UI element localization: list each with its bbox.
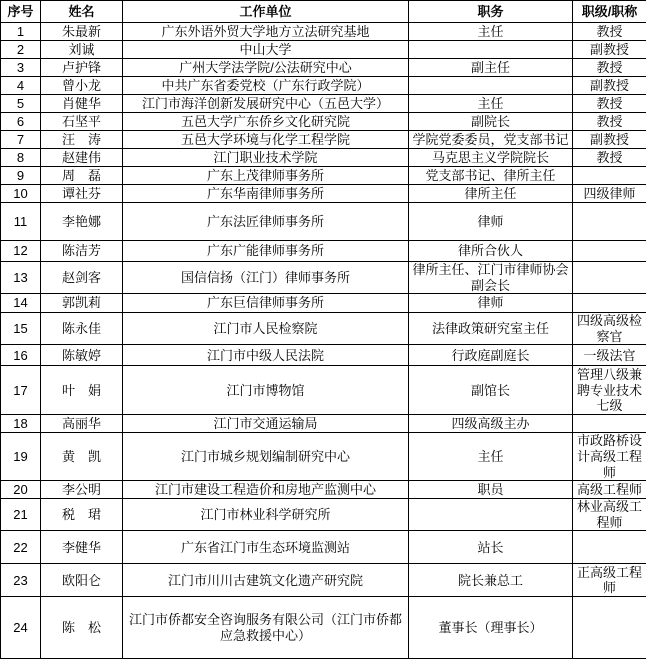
cell-rank	[573, 415, 646, 433]
cell-name: 赵剑客	[41, 262, 123, 294]
column-header-rank: 职级/职称	[573, 1, 646, 23]
cell-org: 江门市人民检察院	[123, 313, 409, 345]
cell-no: 6	[1, 113, 41, 131]
cell-rank: 林业高级工程师	[573, 499, 646, 531]
column-header-position: 职务	[409, 1, 573, 23]
cell-rank	[573, 262, 646, 294]
cell-org: 广东广能律师事务所	[123, 241, 409, 262]
table-row	[1, 113, 646, 131]
cell-name: 陈敏婷	[41, 345, 123, 366]
cell-no: 17	[1, 366, 41, 415]
cell-position: 主任	[409, 23, 573, 41]
cell-no: 23	[1, 564, 41, 597]
cell-position: 律所合伙人	[409, 241, 573, 262]
cell-org: 江门市城乡规划编制研究中心	[123, 433, 409, 481]
cell-position: 法律政策研究室主任	[409, 313, 573, 345]
table-row	[1, 564, 646, 597]
cell-position: 律师	[409, 203, 573, 241]
cell-rank: 教授	[573, 113, 646, 131]
cell-no: 1	[1, 23, 41, 41]
cell-no: 15	[1, 313, 41, 345]
table-row	[1, 345, 646, 366]
cell-position: 律所主任、江门市律师协会副会长	[409, 262, 573, 294]
table-row	[1, 59, 646, 77]
table-row	[1, 23, 646, 41]
cell-rank: 四级律师	[573, 185, 646, 203]
cell-rank: 教授	[573, 95, 646, 113]
cell-position: 律师	[409, 294, 573, 313]
cell-position: 主任	[409, 433, 573, 481]
cell-name: 曾小龙	[41, 77, 123, 95]
cell-position: 马克思主义学院院长	[409, 149, 573, 167]
cell-position: 律所主任	[409, 185, 573, 203]
table-row	[1, 149, 646, 167]
cell-name: 欧阳仑	[41, 564, 123, 597]
column-header-name: 姓名	[41, 1, 123, 23]
cell-rank: 管理八级兼聘专业技术七级	[573, 366, 646, 415]
cell-rank	[573, 531, 646, 564]
cell-no: 12	[1, 241, 41, 262]
cell-name: 朱最新	[41, 23, 123, 41]
cell-name: 陈洁芳	[41, 241, 123, 262]
cell-no: 8	[1, 149, 41, 167]
cell-rank: 教授	[573, 23, 646, 41]
cell-rank: 一级法官	[573, 345, 646, 366]
cell-org: 广东外语外贸大学地方立法研究基地	[123, 23, 409, 41]
cell-no: 11	[1, 203, 41, 241]
cell-name: 石坚平	[41, 113, 123, 131]
table-row	[1, 597, 646, 659]
cell-no: 20	[1, 481, 41, 499]
table-row	[1, 131, 646, 149]
cell-rank	[573, 203, 646, 241]
table-row	[1, 481, 646, 499]
cell-org: 广东巨信律师事务所	[123, 294, 409, 313]
cell-org: 江门职业技术学院	[123, 149, 409, 167]
cell-position	[409, 41, 573, 59]
cell-position: 副馆长	[409, 366, 573, 415]
cell-rank: 高级工程师	[573, 481, 646, 499]
cell-org: 广东省江门市生态环境监测站	[123, 531, 409, 564]
cell-org: 江门市建设工程造价和房地产监测中心	[123, 481, 409, 499]
table-row	[1, 531, 646, 564]
cell-no: 10	[1, 185, 41, 203]
cell-no: 14	[1, 294, 41, 313]
table-body	[1, 23, 646, 659]
cell-name: 周 磊	[41, 167, 123, 185]
cell-name: 卢护锋	[41, 59, 123, 77]
cell-position: 院长兼总工	[409, 564, 573, 597]
cell-org: 江门市林业科学研究所	[123, 499, 409, 531]
table-row	[1, 366, 646, 415]
cell-no: 3	[1, 59, 41, 77]
cell-name: 谭社芬	[41, 185, 123, 203]
cell-org: 五邑大学环境与化学工程学院	[123, 131, 409, 149]
cell-name: 肖健华	[41, 95, 123, 113]
cell-org: 中共广东省委党校（广东行政学院）	[123, 77, 409, 95]
cell-no: 13	[1, 262, 41, 294]
cell-no: 24	[1, 597, 41, 659]
cell-no: 2	[1, 41, 41, 59]
cell-rank	[573, 294, 646, 313]
cell-name: 李公明	[41, 481, 123, 499]
table-row	[1, 185, 646, 203]
cell-no: 18	[1, 415, 41, 433]
table-row	[1, 433, 646, 481]
cell-no: 21	[1, 499, 41, 531]
cell-org: 江门市侨都安全咨询服务有限公司（江门市侨都应急救援中心）	[123, 597, 409, 659]
cell-org: 江门市中级人民法院	[123, 345, 409, 366]
cell-rank: 教授	[573, 59, 646, 77]
cell-rank: 副教授	[573, 131, 646, 149]
header-row	[1, 1, 646, 23]
cell-name: 陈永佳	[41, 313, 123, 345]
column-header-org: 工作单位	[123, 1, 409, 23]
cell-name: 黄 凯	[41, 433, 123, 481]
cell-rank	[573, 597, 646, 659]
cell-rank: 四级高级检察官	[573, 313, 646, 345]
cell-org: 五邑大学广东侨乡文化研究院	[123, 113, 409, 131]
cell-rank: 正高级工程师	[573, 564, 646, 597]
cell-rank: 副教授	[573, 41, 646, 59]
cell-name: 李健华	[41, 531, 123, 564]
cell-rank	[573, 241, 646, 262]
cell-org: 国信信扬（江门）律师事务所	[123, 262, 409, 294]
cell-rank: 副教授	[573, 77, 646, 95]
cell-org: 江门市博物馆	[123, 366, 409, 415]
cell-position: 党支部书记、律所主任	[409, 167, 573, 185]
table-row	[1, 262, 646, 294]
table-row	[1, 415, 646, 433]
cell-name: 汪 涛	[41, 131, 123, 149]
cell-position: 副主任	[409, 59, 573, 77]
table-row	[1, 203, 646, 241]
cell-name: 刘诚	[41, 41, 123, 59]
cell-position: 副院长	[409, 113, 573, 131]
cell-rank	[573, 167, 646, 185]
cell-org: 广州大学法学院/公法研究中心	[123, 59, 409, 77]
cell-no: 4	[1, 77, 41, 95]
cell-no: 22	[1, 531, 41, 564]
cell-no: 5	[1, 95, 41, 113]
table-row	[1, 313, 646, 345]
column-header-no: 序号	[1, 1, 41, 23]
cell-name: 陈 松	[41, 597, 123, 659]
cell-no: 16	[1, 345, 41, 366]
cell-position: 学院党委委员，党支部书记	[409, 131, 573, 149]
cell-position: 站长	[409, 531, 573, 564]
table-row	[1, 499, 646, 531]
cell-org: 广东华南律师事务所	[123, 185, 409, 203]
cell-rank: 市政路桥设计高级工程师	[573, 433, 646, 481]
cell-org: 中山大学	[123, 41, 409, 59]
cell-position: 董事长（理事长）	[409, 597, 573, 659]
cell-name: 郭凯莉	[41, 294, 123, 313]
cell-org: 江门市交通运输局	[123, 415, 409, 433]
cell-org: 广东法匠律师事务所	[123, 203, 409, 241]
cell-position: 职员	[409, 481, 573, 499]
table-row	[1, 294, 646, 313]
cell-name: 叶 娟	[41, 366, 123, 415]
cell-position	[409, 77, 573, 95]
table-row	[1, 167, 646, 185]
cell-no: 19	[1, 433, 41, 481]
cell-org: 江门市川川古建筑文化遗产研究院	[123, 564, 409, 597]
table-row	[1, 41, 646, 59]
table-row	[1, 77, 646, 95]
cell-rank: 教授	[573, 149, 646, 167]
cell-name: 高丽华	[41, 415, 123, 433]
cell-position: 行政庭副庭长	[409, 345, 573, 366]
cell-no: 7	[1, 131, 41, 149]
table-row	[1, 241, 646, 262]
cell-position: 主任	[409, 95, 573, 113]
cell-name: 赵建伟	[41, 149, 123, 167]
cell-name: 李艳娜	[41, 203, 123, 241]
table-row	[1, 95, 646, 113]
cell-name: 税 珺	[41, 499, 123, 531]
cell-org: 江门市海洋创新发展研究中心（五邑大学）	[123, 95, 409, 113]
cell-org: 广东上茂律师事务所	[123, 167, 409, 185]
cell-position	[409, 499, 573, 531]
cell-no: 9	[1, 167, 41, 185]
cell-position: 四级高级主办	[409, 415, 573, 433]
